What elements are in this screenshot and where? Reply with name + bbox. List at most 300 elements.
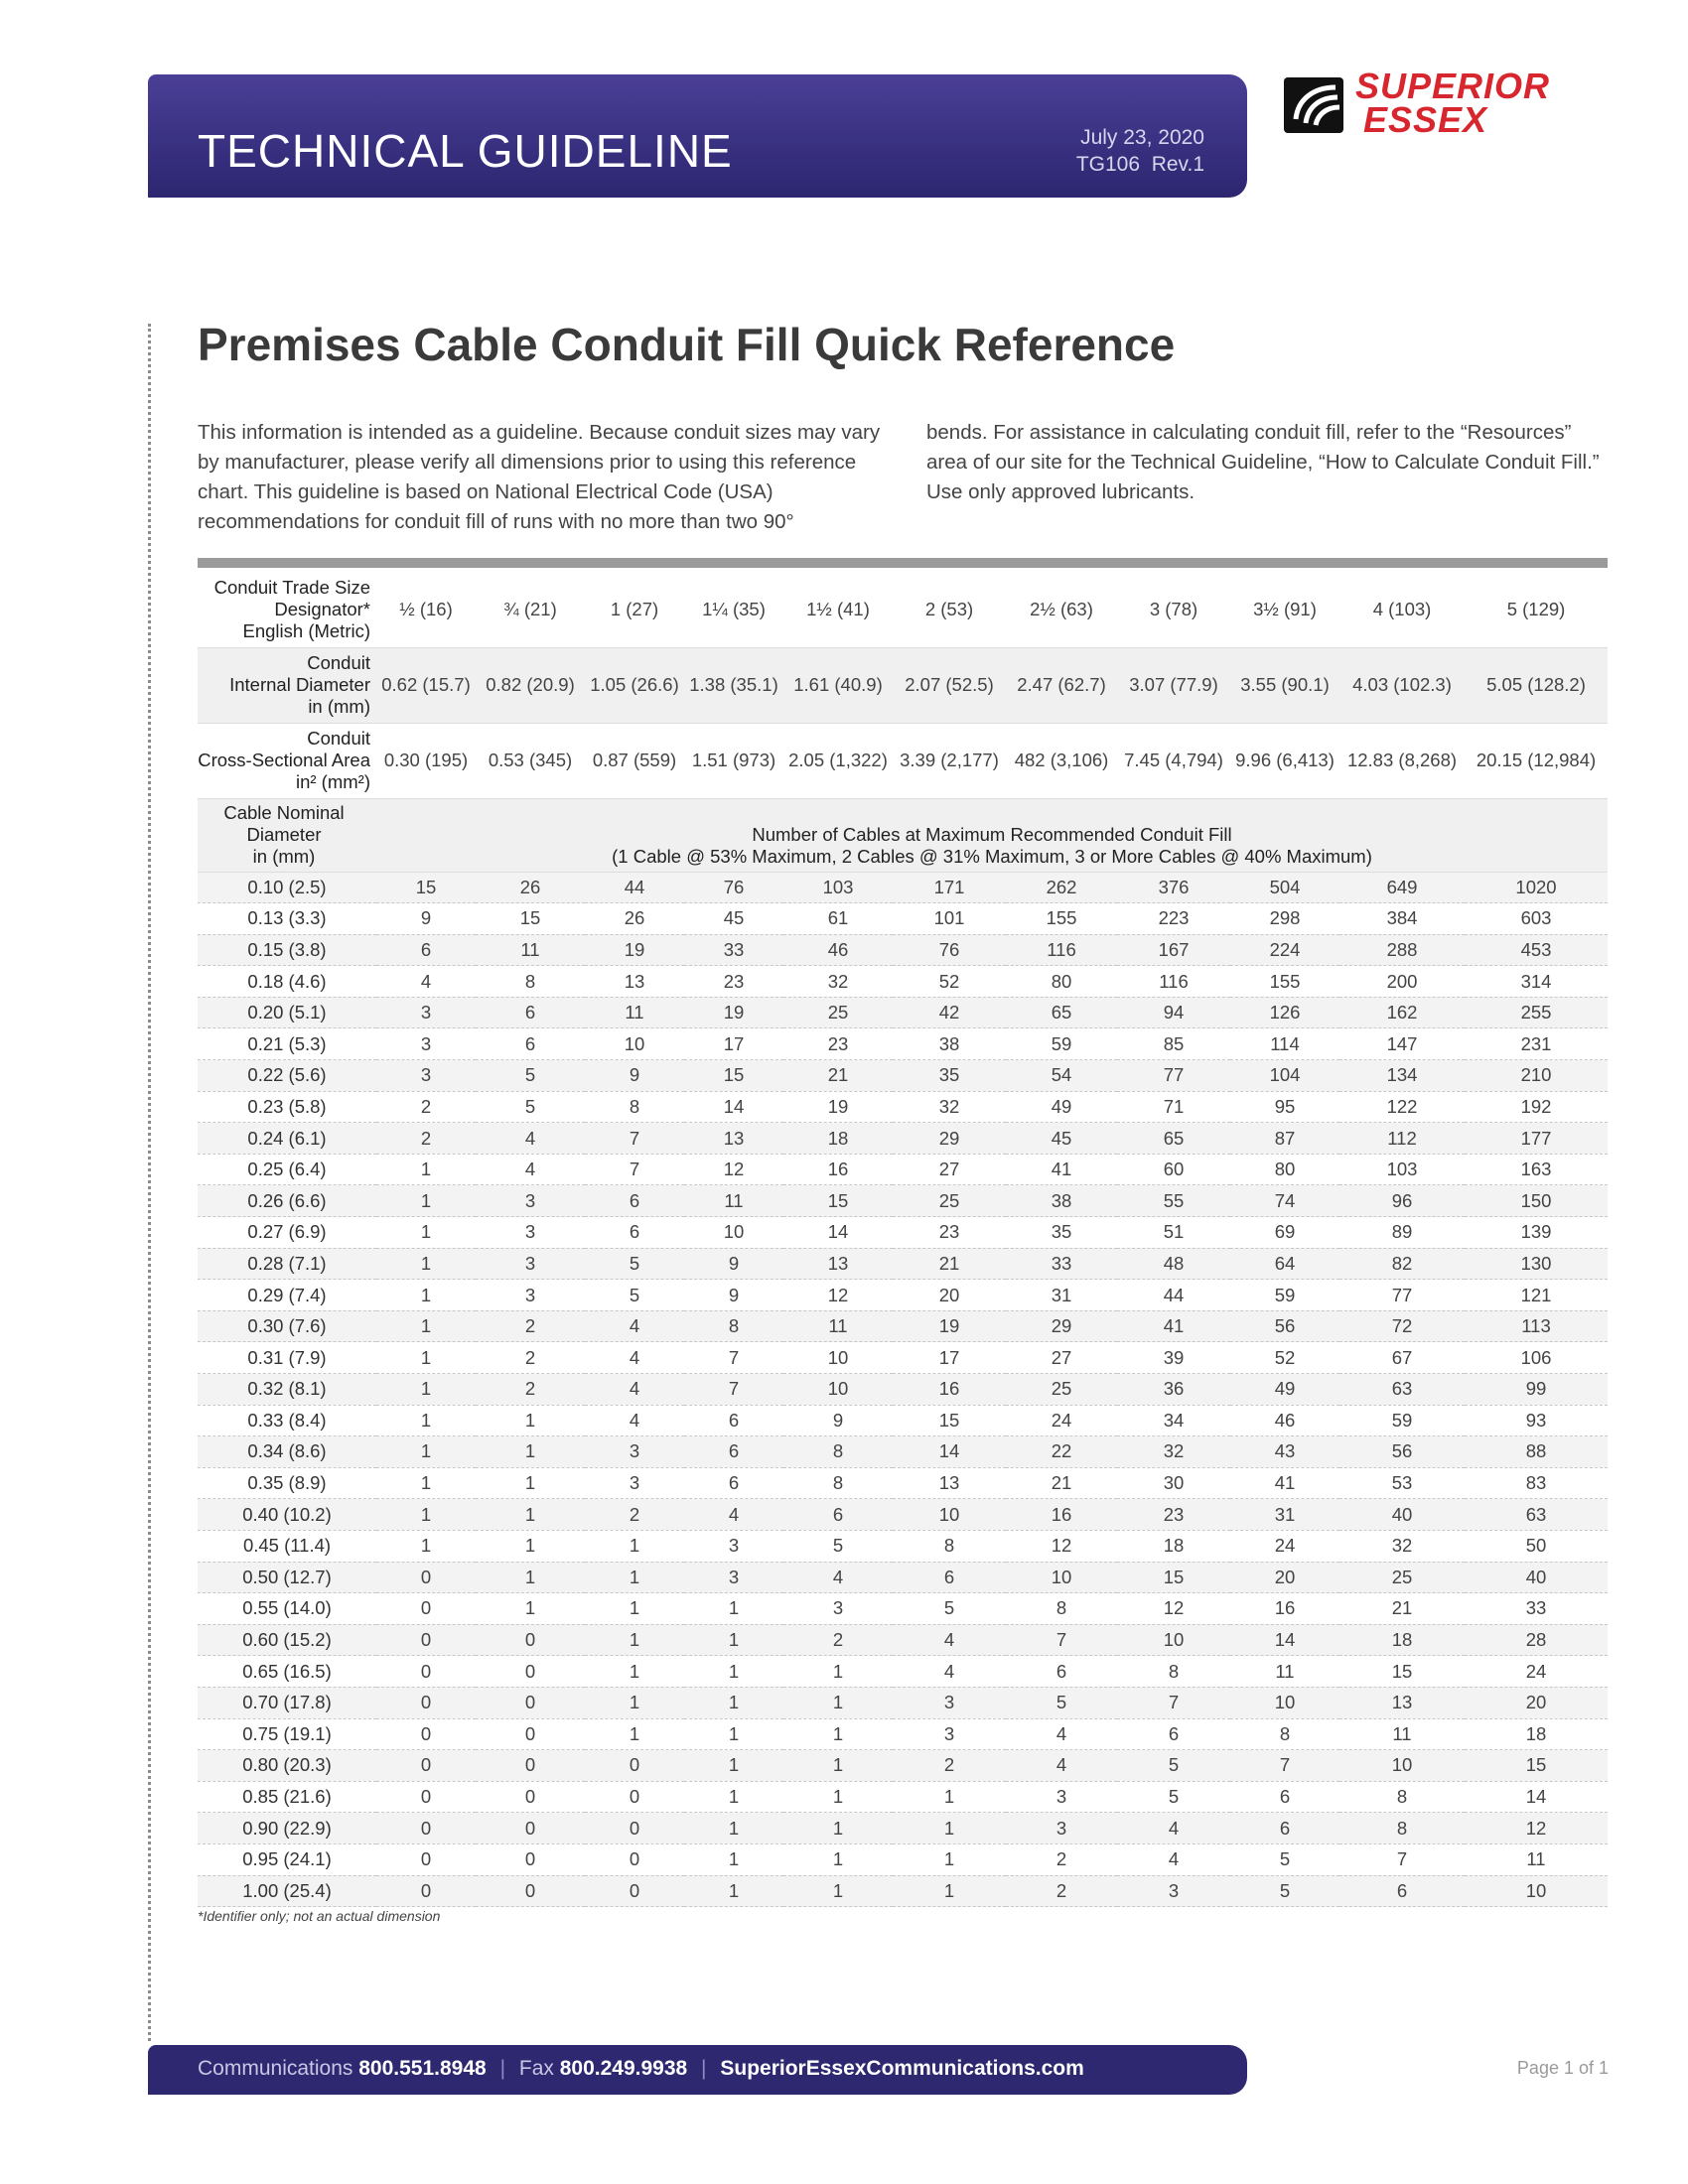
cable-diameter-cell: 1.00 (25.4) <box>198 1875 376 1907</box>
cable-count-cell: 42 <box>893 997 1006 1028</box>
table-row <box>198 1813 1608 1844</box>
cable-count-cell: 453 <box>1465 934 1608 966</box>
cable-count-cell: 93 <box>1465 1405 1608 1436</box>
cable-count-cell: 0 <box>376 1593 476 1625</box>
cable-count-cell: 52 <box>893 966 1006 998</box>
cable-count-cell: 14 <box>783 1217 893 1249</box>
trade-size-label: Conduit Trade Size Designator* English (Metric) <box>198 572 376 647</box>
cable-count-cell: 0 <box>376 1781 476 1813</box>
cable-count-cell: 64 <box>1230 1248 1339 1280</box>
cable-count-cell: 19 <box>585 934 684 966</box>
cable-count-cell: 76 <box>684 872 783 903</box>
cable-count-cell: 25 <box>1006 1374 1117 1406</box>
cable-count-cell: 0 <box>376 1843 476 1875</box>
cable-count-cell: 5 <box>1006 1687 1117 1718</box>
website-link[interactable]: SuperiorEssexCommunications.com <box>720 2057 1084 2080</box>
footer-separator: | <box>499 2057 506 2080</box>
table-row <box>198 1374 1608 1406</box>
cable-count-cell: 18 <box>1117 1530 1230 1562</box>
cable-count-cell: 1 <box>376 1405 476 1436</box>
cable-diameter-cell: 0.32 (8.1) <box>198 1374 376 1406</box>
trade-size-cell: 1 (27) <box>585 572 684 647</box>
cable-count-cell: 163 <box>1465 1154 1608 1185</box>
cable-count-cell: 82 <box>1339 1248 1465 1280</box>
cable-count-cell: 6 <box>585 1185 684 1217</box>
cable-count-cell: 20 <box>893 1280 1006 1311</box>
table-row <box>198 1656 1608 1688</box>
table-row <box>198 1310 1608 1342</box>
cable-count-cell: 15 <box>684 1060 783 1092</box>
table-row <box>198 1405 1608 1436</box>
trade-size-cell: 2½ (63) <box>1006 572 1117 647</box>
table-row <box>198 1185 1608 1217</box>
cable-count-cell: 45 <box>684 903 783 935</box>
cable-count-cell: 130 <box>1465 1248 1608 1280</box>
table-row <box>198 1875 1608 1907</box>
cable-count-cell: 3 <box>476 1280 585 1311</box>
cable-count-cell: 11 <box>684 1185 783 1217</box>
cross-section-cell: 3.39 (2,177) <box>893 723 1006 798</box>
cable-count-cell: 6 <box>1006 1656 1117 1688</box>
cable-count-cell: 2 <box>1006 1843 1117 1875</box>
cable-count-cell: 3 <box>1006 1813 1117 1844</box>
cable-count-cell: 35 <box>893 1060 1006 1092</box>
cable-count-cell: 10 <box>783 1374 893 1406</box>
cable-count-cell: 63 <box>1339 1374 1465 1406</box>
cable-count-cell: 4 <box>783 1562 893 1593</box>
cable-count-cell: 38 <box>893 1028 1006 1060</box>
cable-count-cell: 85 <box>1117 1028 1230 1060</box>
cable-count-cell: 7 <box>684 1374 783 1406</box>
cable-count-cell: 6 <box>585 1217 684 1249</box>
cable-count-cell: 1 <box>585 1562 684 1593</box>
cable-count-cell: 25 <box>893 1185 1006 1217</box>
internal-diameter-label: Conduit Internal Diameter in (mm) <box>198 647 376 723</box>
cable-count-cell: 0 <box>585 1813 684 1844</box>
table-row <box>198 966 1608 998</box>
table-row <box>198 1028 1608 1060</box>
table-row <box>198 1687 1608 1718</box>
cable-count-cell: 41 <box>1230 1467 1339 1499</box>
cable-count-cell: 2 <box>476 1342 585 1374</box>
internal-diameter-cell: 0.82 (20.9) <box>476 647 585 723</box>
cable-count-cell: 16 <box>1230 1593 1339 1625</box>
cable-count-cell: 3 <box>476 1185 585 1217</box>
table-row <box>198 1781 1608 1813</box>
cross-section-cell: 9.96 (6,413) <box>1230 723 1339 798</box>
cable-count-cell: 177 <box>1465 1123 1608 1155</box>
cable-count-cell: 4 <box>585 1374 684 1406</box>
cable-count-cell: 9 <box>783 1405 893 1436</box>
table-row <box>198 934 1608 966</box>
cable-count-cell: 1 <box>893 1843 1006 1875</box>
cable-count-cell: 3 <box>1006 1781 1117 1813</box>
cable-count-cell: 21 <box>893 1248 1006 1280</box>
cable-count-cell: 20 <box>1230 1562 1339 1593</box>
cable-count-cell: 15 <box>783 1185 893 1217</box>
cable-count-cell: 32 <box>1117 1436 1230 1468</box>
cable-count-cell: 114 <box>1230 1028 1339 1060</box>
cable-count-cell: 0 <box>585 1875 684 1907</box>
cable-count-cell: 10 <box>1117 1624 1230 1656</box>
cable-diameter-cell: 0.30 (7.6) <box>198 1310 376 1342</box>
cable-count-cell: 4 <box>1006 1750 1117 1782</box>
cable-count-cell: 10 <box>1339 1750 1465 1782</box>
cable-count-cell: 80 <box>1006 966 1117 998</box>
cross-section-cell: 0.87 (559) <box>585 723 684 798</box>
comm-phone-link[interactable]: 800.551.8948 <box>358 2057 487 2080</box>
fax-label: Fax <box>518 2057 554 2080</box>
cable-count-cell: 32 <box>783 966 893 998</box>
cable-count-cell: 384 <box>1339 903 1465 935</box>
cable-count-cell: 2 <box>1006 1875 1117 1907</box>
fax-number: 800.249.9938 <box>559 2057 688 2080</box>
cable-diameter-cell: 0.55 (14.0) <box>198 1593 376 1625</box>
cable-diameter-cell: 0.18 (4.6) <box>198 966 376 998</box>
cable-count-cell: 6 <box>684 1436 783 1468</box>
cable-count-cell: 5 <box>585 1248 684 1280</box>
cable-diameter-cell: 0.75 (19.1) <box>198 1718 376 1750</box>
cable-count-cell: 0 <box>476 1813 585 1844</box>
cable-count-cell: 99 <box>1465 1374 1608 1406</box>
table-row <box>198 1718 1608 1750</box>
table-row <box>198 1562 1608 1593</box>
cable-count-cell: 19 <box>893 1310 1006 1342</box>
cable-count-cell: 122 <box>1339 1091 1465 1123</box>
cable-count-cell: 155 <box>1230 966 1339 998</box>
cable-count-cell: 0 <box>376 1718 476 1750</box>
cross-section-cell: 2.05 (1,322) <box>783 723 893 798</box>
cable-count-cell: 504 <box>1230 872 1339 903</box>
cable-count-cell: 3 <box>476 1248 585 1280</box>
cable-count-cell: 89 <box>1339 1217 1465 1249</box>
cable-count-cell: 11 <box>1339 1718 1465 1750</box>
cable-count-cell: 7 <box>1230 1750 1339 1782</box>
cable-count-cell: 25 <box>1339 1562 1465 1593</box>
cable-diameter-cell: 0.90 (22.9) <box>198 1813 376 1844</box>
cable-count-cell: 1 <box>783 1813 893 1844</box>
cable-count-cell: 33 <box>1465 1593 1608 1625</box>
cable-count-cell: 10 <box>1006 1562 1117 1593</box>
cable-count-cell: 7 <box>1339 1843 1465 1875</box>
cable-diameter-cell: 0.45 (11.4) <box>198 1530 376 1562</box>
cable-count-cell: 2 <box>376 1091 476 1123</box>
cable-diameter-cell: 0.35 (8.9) <box>198 1467 376 1499</box>
table-row <box>198 1467 1608 1499</box>
cable-count-cell: 5 <box>1117 1781 1230 1813</box>
cable-diameter-cell: 0.23 (5.8) <box>198 1091 376 1123</box>
cable-count-cell: 1 <box>783 1687 893 1718</box>
cable-count-cell: 10 <box>893 1499 1006 1531</box>
cable-count-cell: 34 <box>1117 1405 1230 1436</box>
cable-count-cell: 6 <box>1230 1813 1339 1844</box>
cable-count-cell: 1 <box>376 1374 476 1406</box>
cable-count-cell: 87 <box>1230 1123 1339 1155</box>
cable-count-cell: 4 <box>376 966 476 998</box>
cable-count-cell: 15 <box>376 872 476 903</box>
cable-count-cell: 76 <box>893 934 1006 966</box>
trade-size-cell: 3 (78) <box>1117 572 1230 647</box>
cable-count-cell: 3 <box>893 1718 1006 1750</box>
cable-count-cell: 2 <box>893 1750 1006 1782</box>
cable-count-cell: 65 <box>1117 1123 1230 1155</box>
cable-count-cell: 6 <box>783 1499 893 1531</box>
header-meta <box>1076 124 1204 178</box>
cable-count-cell: 171 <box>893 872 1006 903</box>
cable-count-cell: 0 <box>376 1656 476 1688</box>
cable-count-cell: 1 <box>476 1499 585 1531</box>
cable-count-cell: 3 <box>476 1217 585 1249</box>
cable-count-cell: 16 <box>893 1374 1006 1406</box>
cable-count-cell: 4 <box>1006 1718 1117 1750</box>
cable-count-cell: 0 <box>376 1562 476 1593</box>
cross-section-cell: 1.51 (973) <box>684 723 783 798</box>
cable-count-cell: 200 <box>1339 966 1465 998</box>
cable-count-cell: 56 <box>1339 1436 1465 1468</box>
cable-count-cell: 9 <box>585 1060 684 1092</box>
cable-count-cell: 49 <box>1230 1374 1339 1406</box>
cable-diameter-cell: 0.26 (6.6) <box>198 1185 376 1217</box>
cable-count-cell: 31 <box>1006 1280 1117 1311</box>
cable-count-cell: 10 <box>585 1028 684 1060</box>
table-row <box>198 1091 1608 1123</box>
cross-section-cell: 20.15 (12,984) <box>1465 723 1608 798</box>
trade-size-cell: 1¼ (35) <box>684 572 783 647</box>
cable-count-cell: 13 <box>585 966 684 998</box>
cable-count-cell: 126 <box>1230 997 1339 1028</box>
cable-count-cell: 3 <box>1117 1875 1230 1907</box>
comm-label: Communications <box>198 2057 353 2080</box>
cable-count-cell: 210 <box>1465 1060 1608 1092</box>
cable-count-cell: 4 <box>476 1123 585 1155</box>
cable-diameter-cell: 0.21 (5.3) <box>198 1028 376 1060</box>
cable-count-cell: 0 <box>476 1875 585 1907</box>
cable-count-cell: 12 <box>684 1154 783 1185</box>
cable-diameter-cell: 0.80 (20.3) <box>198 1750 376 1782</box>
cable-count-cell: 116 <box>1006 934 1117 966</box>
cable-count-cell: 8 <box>783 1436 893 1468</box>
cable-count-cell: 11 <box>783 1310 893 1342</box>
cable-count-cell: 21 <box>1339 1593 1465 1625</box>
cable-count-cell: 8 <box>684 1310 783 1342</box>
cable-count-cell: 3 <box>684 1530 783 1562</box>
cable-count-cell: 8 <box>1117 1656 1230 1688</box>
cable-count-cell: 23 <box>783 1028 893 1060</box>
cable-count-cell: 1 <box>893 1813 1006 1844</box>
cable-count-cell: 4 <box>1117 1843 1230 1875</box>
internal-diameter-cell: 1.05 (26.6) <box>585 647 684 723</box>
cable-count-cell: 0 <box>585 1750 684 1782</box>
cable-count-cell: 7 <box>585 1123 684 1155</box>
cable-count-cell: 1 <box>376 1310 476 1342</box>
cable-count-cell: 33 <box>684 934 783 966</box>
cable-count-cell: 3 <box>376 1060 476 1092</box>
cable-count-cell: 63 <box>1465 1499 1608 1531</box>
cross-section-cell: 12.83 (8,268) <box>1339 723 1465 798</box>
cable-count-cell: 15 <box>1339 1656 1465 1688</box>
cable-count-cell: 17 <box>893 1342 1006 1374</box>
cable-count-cell: 39 <box>1117 1342 1230 1374</box>
cable-count-cell: 5 <box>476 1060 585 1092</box>
internal-diameter-cell: 4.03 (102.3) <box>1339 647 1465 723</box>
cable-count-cell: 9 <box>376 903 476 935</box>
cable-count-cell: 46 <box>1230 1405 1339 1436</box>
cable-count-cell: 32 <box>893 1091 1006 1123</box>
cable-count-cell: 4 <box>684 1499 783 1531</box>
cable-count-cell: 59 <box>1230 1280 1339 1311</box>
cable-count-cell: 0 <box>376 1687 476 1718</box>
cable-count-cell: 10 <box>783 1342 893 1374</box>
cable-count-cell: 18 <box>1339 1624 1465 1656</box>
cable-count-cell: 24 <box>1230 1530 1339 1562</box>
cable-count-cell: 14 <box>1465 1781 1608 1813</box>
cable-count-cell: 0 <box>476 1624 585 1656</box>
cable-count-cell: 4 <box>1117 1813 1230 1844</box>
cable-count-cell: 35 <box>1006 1217 1117 1249</box>
cable-count-cell: 13 <box>684 1123 783 1155</box>
cable-count-cell: 162 <box>1339 997 1465 1028</box>
cable-count-cell: 19 <box>783 1091 893 1123</box>
cable-count-cell: 3 <box>585 1436 684 1468</box>
cable-count-cell: 6 <box>1117 1718 1230 1750</box>
cable-count-cell: 15 <box>1117 1562 1230 1593</box>
cable-count-cell: 262 <box>1006 872 1117 903</box>
cable-diameter-cell: 0.10 (2.5) <box>198 872 376 903</box>
page-title: Premises Cable Conduit Fill Quick Reference <box>198 319 1176 370</box>
internal-diameter-cell: 0.62 (15.7) <box>376 647 476 723</box>
cable-count-cell: 1 <box>585 1718 684 1750</box>
cable-count-cell: 32 <box>1339 1530 1465 1562</box>
cable-count-cell: 9 <box>684 1248 783 1280</box>
internal-diameter-cell: 2.07 (52.5) <box>893 647 1006 723</box>
trade-size-cell: 1½ (41) <box>783 572 893 647</box>
cable-diameter-cell: 0.70 (17.8) <box>198 1687 376 1718</box>
cable-count-cell: 6 <box>1339 1875 1465 1907</box>
cable-count-cell: 1 <box>893 1875 1006 1907</box>
trade-size-cell: ½ (16) <box>376 572 476 647</box>
cable-count-cell: 0 <box>376 1750 476 1782</box>
cable-count-cell: 6 <box>684 1405 783 1436</box>
cable-count-cell: 13 <box>783 1248 893 1280</box>
cable-count-cell: 24 <box>1465 1656 1608 1688</box>
cable-count-cell: 3 <box>783 1593 893 1625</box>
cable-count-cell: 4 <box>476 1154 585 1185</box>
cable-diameter-cell: 0.34 (8.6) <box>198 1436 376 1468</box>
cable-count-cell: 1 <box>376 1248 476 1280</box>
cable-count-cell: 48 <box>1117 1248 1230 1280</box>
cable-count-cell: 11 <box>585 997 684 1028</box>
cable-count-cell: 5 <box>1117 1750 1230 1782</box>
cable-count-cell: 6 <box>476 1028 585 1060</box>
cable-count-cell: 155 <box>1006 903 1117 935</box>
cable-count-cell: 1 <box>684 1843 783 1875</box>
cable-count-cell: 14 <box>893 1436 1006 1468</box>
cable-count-cell: 2 <box>476 1310 585 1342</box>
cable-count-cell: 65 <box>1006 997 1117 1028</box>
internal-diameter-row <box>198 647 1608 723</box>
cable-count-cell: 5 <box>893 1593 1006 1625</box>
cable-count-cell: 80 <box>1230 1154 1339 1185</box>
table-row <box>198 1280 1608 1311</box>
cable-count-cell: 52 <box>1230 1342 1339 1374</box>
table-row <box>198 1217 1608 1249</box>
cable-count-cell: 16 <box>783 1154 893 1185</box>
cable-diameter-cell: 0.95 (24.1) <box>198 1843 376 1875</box>
cable-count-cell: 53 <box>1339 1467 1465 1499</box>
table-row <box>198 1436 1608 1468</box>
cable-diameter-cell: 0.24 (6.1) <box>198 1123 376 1155</box>
cable-count-cell: 1 <box>684 1718 783 1750</box>
cable-diameter-cell: 0.29 (7.4) <box>198 1280 376 1311</box>
table-row <box>198 1593 1608 1625</box>
cross-section-row <box>198 723 1608 798</box>
footnote: *Identifier only; not an actual dimension <box>198 1908 441 1924</box>
cable-count-cell: 51 <box>1117 1217 1230 1249</box>
cable-count-cell: 50 <box>1465 1530 1608 1562</box>
cable-count-cell: 40 <box>1339 1499 1465 1531</box>
margin-dotted-rule <box>148 324 151 2041</box>
cable-count-cell: 26 <box>476 872 585 903</box>
cable-count-cell: 139 <box>1465 1217 1608 1249</box>
cable-count-cell: 1 <box>783 1781 893 1813</box>
table-top-rule <box>198 558 1608 568</box>
cable-count-cell: 1 <box>684 1624 783 1656</box>
cable-count-cell: 77 <box>1339 1280 1465 1311</box>
cable-diameter-cell: 0.13 (3.3) <box>198 903 376 935</box>
cable-count-cell: 0 <box>585 1781 684 1813</box>
cable-count-cell: 7 <box>585 1154 684 1185</box>
conduit-fill-table <box>198 572 1608 1907</box>
cable-count-cell: 41 <box>1006 1154 1117 1185</box>
cable-count-cell: 649 <box>1339 872 1465 903</box>
cable-count-cell: 0 <box>476 1750 585 1782</box>
cable-count-cell: 21 <box>1006 1467 1117 1499</box>
cable-count-cell: 77 <box>1117 1060 1230 1092</box>
cable-count-cell: 167 <box>1117 934 1230 966</box>
cable-diameter-cell: 0.50 (12.7) <box>198 1562 376 1593</box>
cable-count-cell: 1 <box>376 1436 476 1468</box>
cable-diameter-cell: 0.31 (7.9) <box>198 1342 376 1374</box>
cable-count-cell: 13 <box>1339 1687 1465 1718</box>
cable-count-cell: 74 <box>1230 1185 1339 1217</box>
cable-count-cell: 1 <box>585 1624 684 1656</box>
cable-count-cell: 1 <box>376 1154 476 1185</box>
cable-count-cell: 10 <box>684 1217 783 1249</box>
cable-count-cell: 61 <box>783 903 893 935</box>
cable-diameter-cell: 0.20 (5.1) <box>198 997 376 1028</box>
cable-count-cell: 255 <box>1465 997 1608 1028</box>
cable-count-cell: 6 <box>1230 1781 1339 1813</box>
cable-count-cell: 1 <box>476 1562 585 1593</box>
document-id: TG106 Rev.1 <box>1075 153 1204 176</box>
cable-count-cell: 25 <box>783 997 893 1028</box>
cable-count-cell: 2 <box>476 1374 585 1406</box>
cable-count-cell: 4 <box>893 1624 1006 1656</box>
cable-count-cell: 94 <box>1117 997 1230 1028</box>
cable-count-cell: 121 <box>1465 1280 1608 1311</box>
cable-count-cell: 1 <box>376 1217 476 1249</box>
table-row <box>198 1843 1608 1875</box>
cable-count-cell: 0 <box>376 1813 476 1844</box>
table-row <box>198 1342 1608 1374</box>
internal-diameter-cell: 3.07 (77.9) <box>1117 647 1230 723</box>
table-row <box>198 1154 1608 1185</box>
cable-count-cell: 3 <box>585 1467 684 1499</box>
cable-count-cell: 0 <box>476 1781 585 1813</box>
cable-count-cell: 103 <box>1339 1154 1465 1185</box>
cable-count-cell: 603 <box>1465 903 1608 935</box>
footer-separator: | <box>701 2057 707 2080</box>
